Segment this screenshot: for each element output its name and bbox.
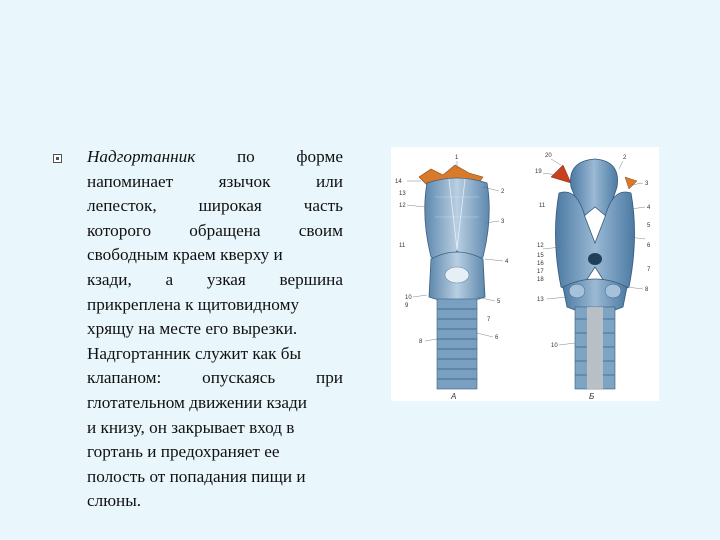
label-a-7: 7: [487, 317, 491, 323]
label-b-5: 5: [647, 223, 651, 229]
label-a-9: 9: [405, 303, 409, 309]
label-b-16: 16: [537, 261, 544, 267]
paragraph-word: Надгортанник служит как бы: [87, 343, 302, 363]
label-b-19: 19: [535, 169, 542, 175]
paragraph-word: Надгортанник: [87, 147, 196, 166]
label-b-12: 12: [537, 243, 544, 249]
panel-b-label: Б: [589, 392, 595, 401]
label-a-2: 2: [501, 189, 505, 195]
label-a-3: 3: [501, 219, 505, 225]
label-b-3: 3: [645, 181, 649, 187]
paragraph-word: при: [316, 368, 344, 388]
panel-a: [395, 155, 509, 401]
paragraph-word: по: [236, 147, 255, 166]
paragraph-word: слюны.: [87, 491, 142, 511]
panel-a-label: А: [451, 392, 457, 401]
paragraph-line: [87, 317, 343, 342]
label-b-6: 6: [647, 243, 651, 249]
label-b-15: 15: [537, 253, 544, 259]
paragraph-word: хрящу на месте его вырезки.: [87, 319, 298, 339]
label-b-18: 18: [537, 277, 544, 283]
paragraph-line: [87, 243, 343, 268]
paragraph-word: вершина: [279, 269, 344, 289]
paragraph-line: [87, 293, 343, 318]
label-a-5: 5: [497, 299, 501, 305]
label-a-12: 12: [399, 203, 406, 209]
paragraph-line: [87, 416, 343, 441]
paragraph-text: [87, 145, 343, 514]
paragraph-word: широкая: [198, 196, 262, 216]
paragraph-word: которого: [87, 220, 152, 240]
paragraph-line: [87, 489, 343, 514]
label-a-8: 8: [419, 339, 423, 345]
paragraph-line: [87, 170, 343, 195]
paragraph-word: напоминает: [87, 171, 174, 191]
label-a-14: 14: [395, 179, 402, 185]
label-a-4: 4: [505, 259, 509, 265]
square-bullet-icon: [53, 154, 62, 163]
label-b-2: 2: [623, 155, 627, 161]
paragraph-word: прикреплена к щитовидному: [87, 294, 300, 314]
label-b-4: 4: [647, 205, 651, 211]
label-a-11: 11: [399, 243, 406, 249]
paragraph-line: [87, 145, 343, 170]
paragraph-word: опускаясь: [202, 368, 276, 388]
paragraph-line: [87, 440, 343, 465]
paragraph-word: обращена: [189, 220, 261, 240]
paragraph-line: [87, 268, 343, 293]
paragraph-word: часть: [303, 196, 344, 216]
paragraph-line: [87, 366, 343, 391]
paragraph-line: [87, 342, 343, 367]
label-a-13: 13: [399, 191, 406, 197]
paragraph-word: и книзу, он закрывает вход в: [87, 417, 295, 437]
label-b-20: 20: [545, 153, 552, 159]
paragraph-line: [87, 194, 343, 219]
paragraph-line: [87, 465, 343, 490]
label-b-7: 7: [647, 267, 651, 273]
paragraph-line: [87, 219, 343, 244]
label-b-17: 17: [537, 269, 544, 275]
paragraph-word: узкая: [206, 269, 246, 289]
label-a-10: 10: [405, 295, 412, 301]
paragraph-word: форме: [296, 147, 343, 166]
label-b-10: 10: [551, 343, 558, 349]
label-a-1: 1: [455, 155, 459, 161]
paragraph-word: полость от попадания пищи и: [87, 466, 306, 486]
larynx-drawing: [391, 147, 659, 401]
paragraph-word: клапаном:: [87, 368, 162, 388]
label-a-6: 6: [495, 335, 499, 341]
paragraph-word: свободным краем кверху и: [87, 245, 283, 265]
paragraph-word: язычок: [218, 171, 271, 191]
paragraph-word: а: [165, 269, 174, 289]
label-b-11: 11: [539, 203, 546, 209]
panel-b: [535, 153, 651, 401]
paragraph-word: гортань и предохраняет ее: [87, 442, 280, 462]
label-b-13: 13: [537, 297, 544, 303]
paragraph-word: кзади,: [87, 269, 132, 289]
paragraph-word: глотательном движении кзади: [87, 392, 307, 412]
paragraph-line: [87, 391, 343, 416]
label-b-8: 8: [645, 287, 649, 293]
paragraph-word: или: [316, 171, 343, 191]
larynx-illustration: [391, 147, 659, 401]
paragraph-word: своим: [298, 220, 343, 240]
paragraph-word: лепесток,: [87, 196, 157, 216]
